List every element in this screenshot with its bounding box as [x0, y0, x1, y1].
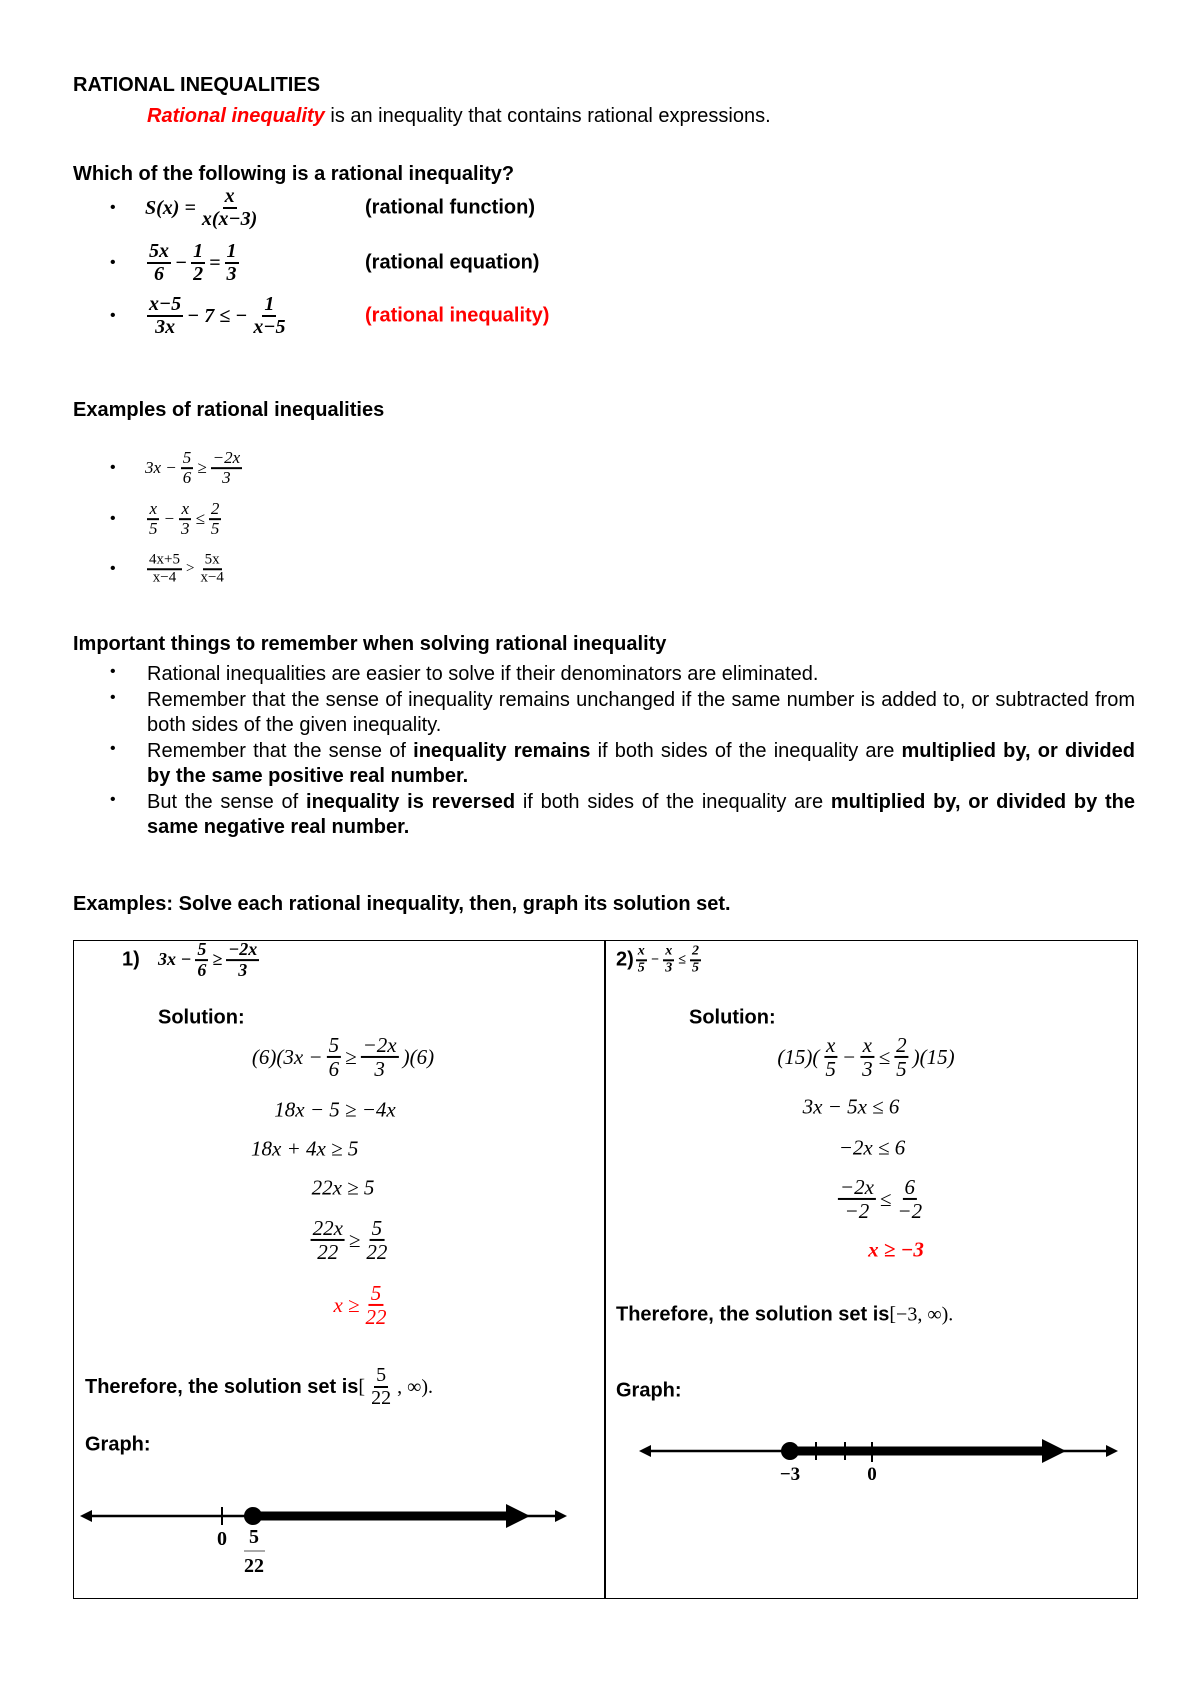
math-text: − — [650, 952, 660, 967]
numerator: 2 — [690, 944, 701, 961]
bold-text: inequality remains — [413, 740, 591, 762]
text: if both sides of the inequality are — [590, 740, 902, 762]
numerator: x — [862, 1032, 872, 1057]
bullet: • — [110, 663, 116, 680]
math-text: ≤ — [878, 1044, 891, 1069]
examples-heading: Examples of rational inequalities — [73, 399, 385, 421]
denominator: 5 — [210, 519, 220, 538]
conclusion-text: Therefore, the solution set is — [85, 1375, 359, 1398]
denominator: 3 — [374, 1057, 385, 1081]
right-arrow-icon — [1106, 1445, 1118, 1457]
numerator: 5x — [149, 240, 169, 262]
text: Remember that the sense of inequality remains unchanged if the same number is added to, or subtracted from both sides of the given inequality. — [147, 689, 1135, 736]
math-text: ≤ — [879, 1186, 892, 1211]
math-text: ≤ — [678, 952, 686, 967]
numerator: x — [663, 944, 674, 961]
numerator: 5 — [328, 1032, 340, 1057]
denominator: 3 — [862, 1057, 873, 1081]
remember-heading: Important things to remember when solving rational inequality — [73, 633, 667, 655]
left-arrow-icon — [639, 1445, 651, 1457]
numerator: 1 — [264, 293, 275, 315]
denominator: 5 — [637, 960, 645, 975]
numerator: x−5 — [149, 293, 182, 315]
denominator: 3x — [155, 316, 176, 338]
numerator: 5 — [370, 1280, 382, 1305]
problem-2-number: 2) — [616, 948, 634, 971]
numerator: 5x — [203, 552, 222, 570]
math-text: ≥ — [348, 1227, 361, 1252]
math-text: x ≥ — [333, 1292, 360, 1317]
math-text: 3x − 5x ≤ 6 — [802, 1094, 900, 1119]
denominator: 6 — [154, 263, 164, 285]
denominator: x−4 — [200, 569, 224, 585]
numerator: 5 — [376, 1364, 387, 1386]
question-label-1: (rational function) — [365, 196, 535, 219]
numerator: 5 — [197, 939, 207, 960]
math-text: , ∞). — [397, 1375, 433, 1398]
problem-2-solution-label: Solution: — [689, 1006, 776, 1029]
math-text: S(x) = — [145, 196, 196, 219]
problem-1-number: 1) — [122, 948, 140, 971]
math-text: 3x − — [158, 949, 192, 970]
denominator: 3 — [180, 519, 190, 538]
numerator: x — [636, 944, 647, 961]
numerator: x — [224, 185, 235, 207]
tick-label-0: 0 — [867, 1464, 877, 1485]
definition-term: Rational inequality — [147, 105, 325, 127]
tick-label-minus-3: −3 — [779, 1464, 801, 1485]
numerator: −2x — [839, 1174, 874, 1199]
numerator: 22x — [312, 1215, 343, 1240]
bullet: • — [110, 254, 116, 271]
text: Rational inequalities are easier to solve if their denominators are eliminated. — [147, 663, 819, 685]
definition-text: is an inequality that contains rational expressions. — [324, 105, 771, 127]
bullet: • — [110, 307, 116, 324]
bold-text: multiplied by, or divided by the same negative real number. — [147, 791, 1135, 838]
math-text: − — [163, 509, 175, 528]
bold-text: multiplied by, or divided by the same positive real number. — [147, 740, 1135, 787]
denominator: 22 — [317, 1240, 339, 1264]
math-text: ≤ — [195, 509, 205, 528]
point-label-num: 5 — [249, 1526, 259, 1548]
question-label-3: (rational inequality) — [365, 304, 550, 327]
problem-2-graph-label: Graph: — [616, 1379, 682, 1402]
numerator: −2x — [362, 1032, 397, 1057]
question-label-2: (rational equation) — [365, 251, 540, 274]
text: Remember that the sense of — [147, 740, 414, 762]
bullet: • — [110, 560, 116, 577]
math-text: > — [185, 560, 195, 577]
denominator: 22 — [365, 1305, 387, 1329]
closed-endpoint — [781, 1442, 799, 1460]
numerator: 1 — [193, 240, 204, 262]
math-text: 18x − 5 ≥ −4x — [274, 1097, 396, 1122]
math-text: ≥ — [197, 458, 207, 477]
math-text: 3x − — [145, 458, 177, 477]
conclusion-text: Therefore, the solution set is — [616, 1303, 890, 1326]
ray-arrow-icon — [1042, 1439, 1066, 1463]
tick-label-0: 0 — [217, 1528, 227, 1550]
denominator: 5 — [149, 519, 158, 538]
math-text: [−3, ∞). — [889, 1303, 954, 1326]
text: if both sides of the inequality are — [515, 791, 831, 813]
numerator: x — [149, 499, 158, 519]
math-text: x ≥ −3 — [868, 1237, 924, 1262]
denominator: 3 — [226, 263, 237, 285]
bold-text: inequality is reversed — [306, 791, 516, 813]
denominator: x(x−3) — [201, 208, 258, 230]
denominator: 22 — [371, 1387, 392, 1409]
math-text: − — [841, 1044, 857, 1069]
math-text: )(15) — [912, 1044, 955, 1069]
bullet: • — [110, 459, 116, 476]
math-text: )(6) — [402, 1044, 435, 1069]
bullet: • — [110, 510, 116, 527]
numerator: 2 — [210, 499, 220, 519]
math-text: − 7 ≤ − — [187, 304, 248, 327]
denominator: 2 — [193, 263, 204, 285]
denominator: x−4 — [152, 569, 177, 585]
numerator: −2x — [212, 448, 241, 468]
denominator: −2 — [897, 1199, 923, 1223]
page-title: RATIONAL INEQUALITIES — [73, 74, 321, 96]
math-text: (15)( — [777, 1044, 820, 1069]
math-text: 18x + 4x ≥ 5 — [251, 1136, 359, 1161]
math-text: ≥ — [212, 949, 223, 970]
numerator: 4x+5 — [147, 552, 182, 570]
denominator: 3 — [238, 960, 248, 980]
denominator: 5 — [896, 1057, 907, 1081]
solve-heading: Examples: Solve each rational inequality, then, graph its solution set. — [73, 893, 731, 915]
denominator: 3 — [665, 960, 673, 975]
denominator: x−5 — [253, 316, 286, 338]
text: But the sense of — [147, 791, 307, 813]
denominator: 6 — [182, 468, 192, 487]
math-text: (6)(3x − — [251, 1044, 323, 1069]
denominator: 6 — [328, 1057, 340, 1081]
math-text: ≥ — [345, 1044, 357, 1069]
bullet: • — [110, 791, 116, 808]
numerator: 6 — [904, 1174, 916, 1199]
math-text: = — [209, 251, 221, 274]
math-text: − — [175, 251, 188, 274]
question-heading: Which of the following is a rational inequality? — [73, 163, 515, 185]
problem-1-solution-label: Solution: — [158, 1006, 245, 1029]
numerator: 5 — [371, 1215, 383, 1240]
denominator: 22 — [366, 1240, 388, 1264]
numerator: 5 — [182, 448, 192, 468]
math-text: [ — [358, 1375, 366, 1398]
numerator: 1 — [226, 240, 237, 262]
denominator: 6 — [197, 960, 207, 980]
bullet: • — [110, 199, 116, 216]
denominator: 5 — [825, 1057, 836, 1081]
math-text: 22x ≥ 5 — [311, 1175, 375, 1200]
numerator: 2 — [896, 1032, 907, 1057]
bullet: • — [110, 740, 116, 757]
denominator: −2 — [844, 1199, 870, 1223]
denominator: 3 — [222, 468, 231, 487]
denominator: 5 — [691, 960, 699, 975]
numerator: x — [181, 499, 189, 519]
bullet: • — [110, 689, 116, 706]
math-text: −2x ≤ 6 — [838, 1135, 906, 1160]
point-label-den: 22 — [244, 1555, 264, 1577]
numerator: x — [825, 1032, 836, 1057]
problem-1-graph-label: Graph: — [85, 1433, 151, 1456]
numerator: −2x — [228, 939, 258, 960]
